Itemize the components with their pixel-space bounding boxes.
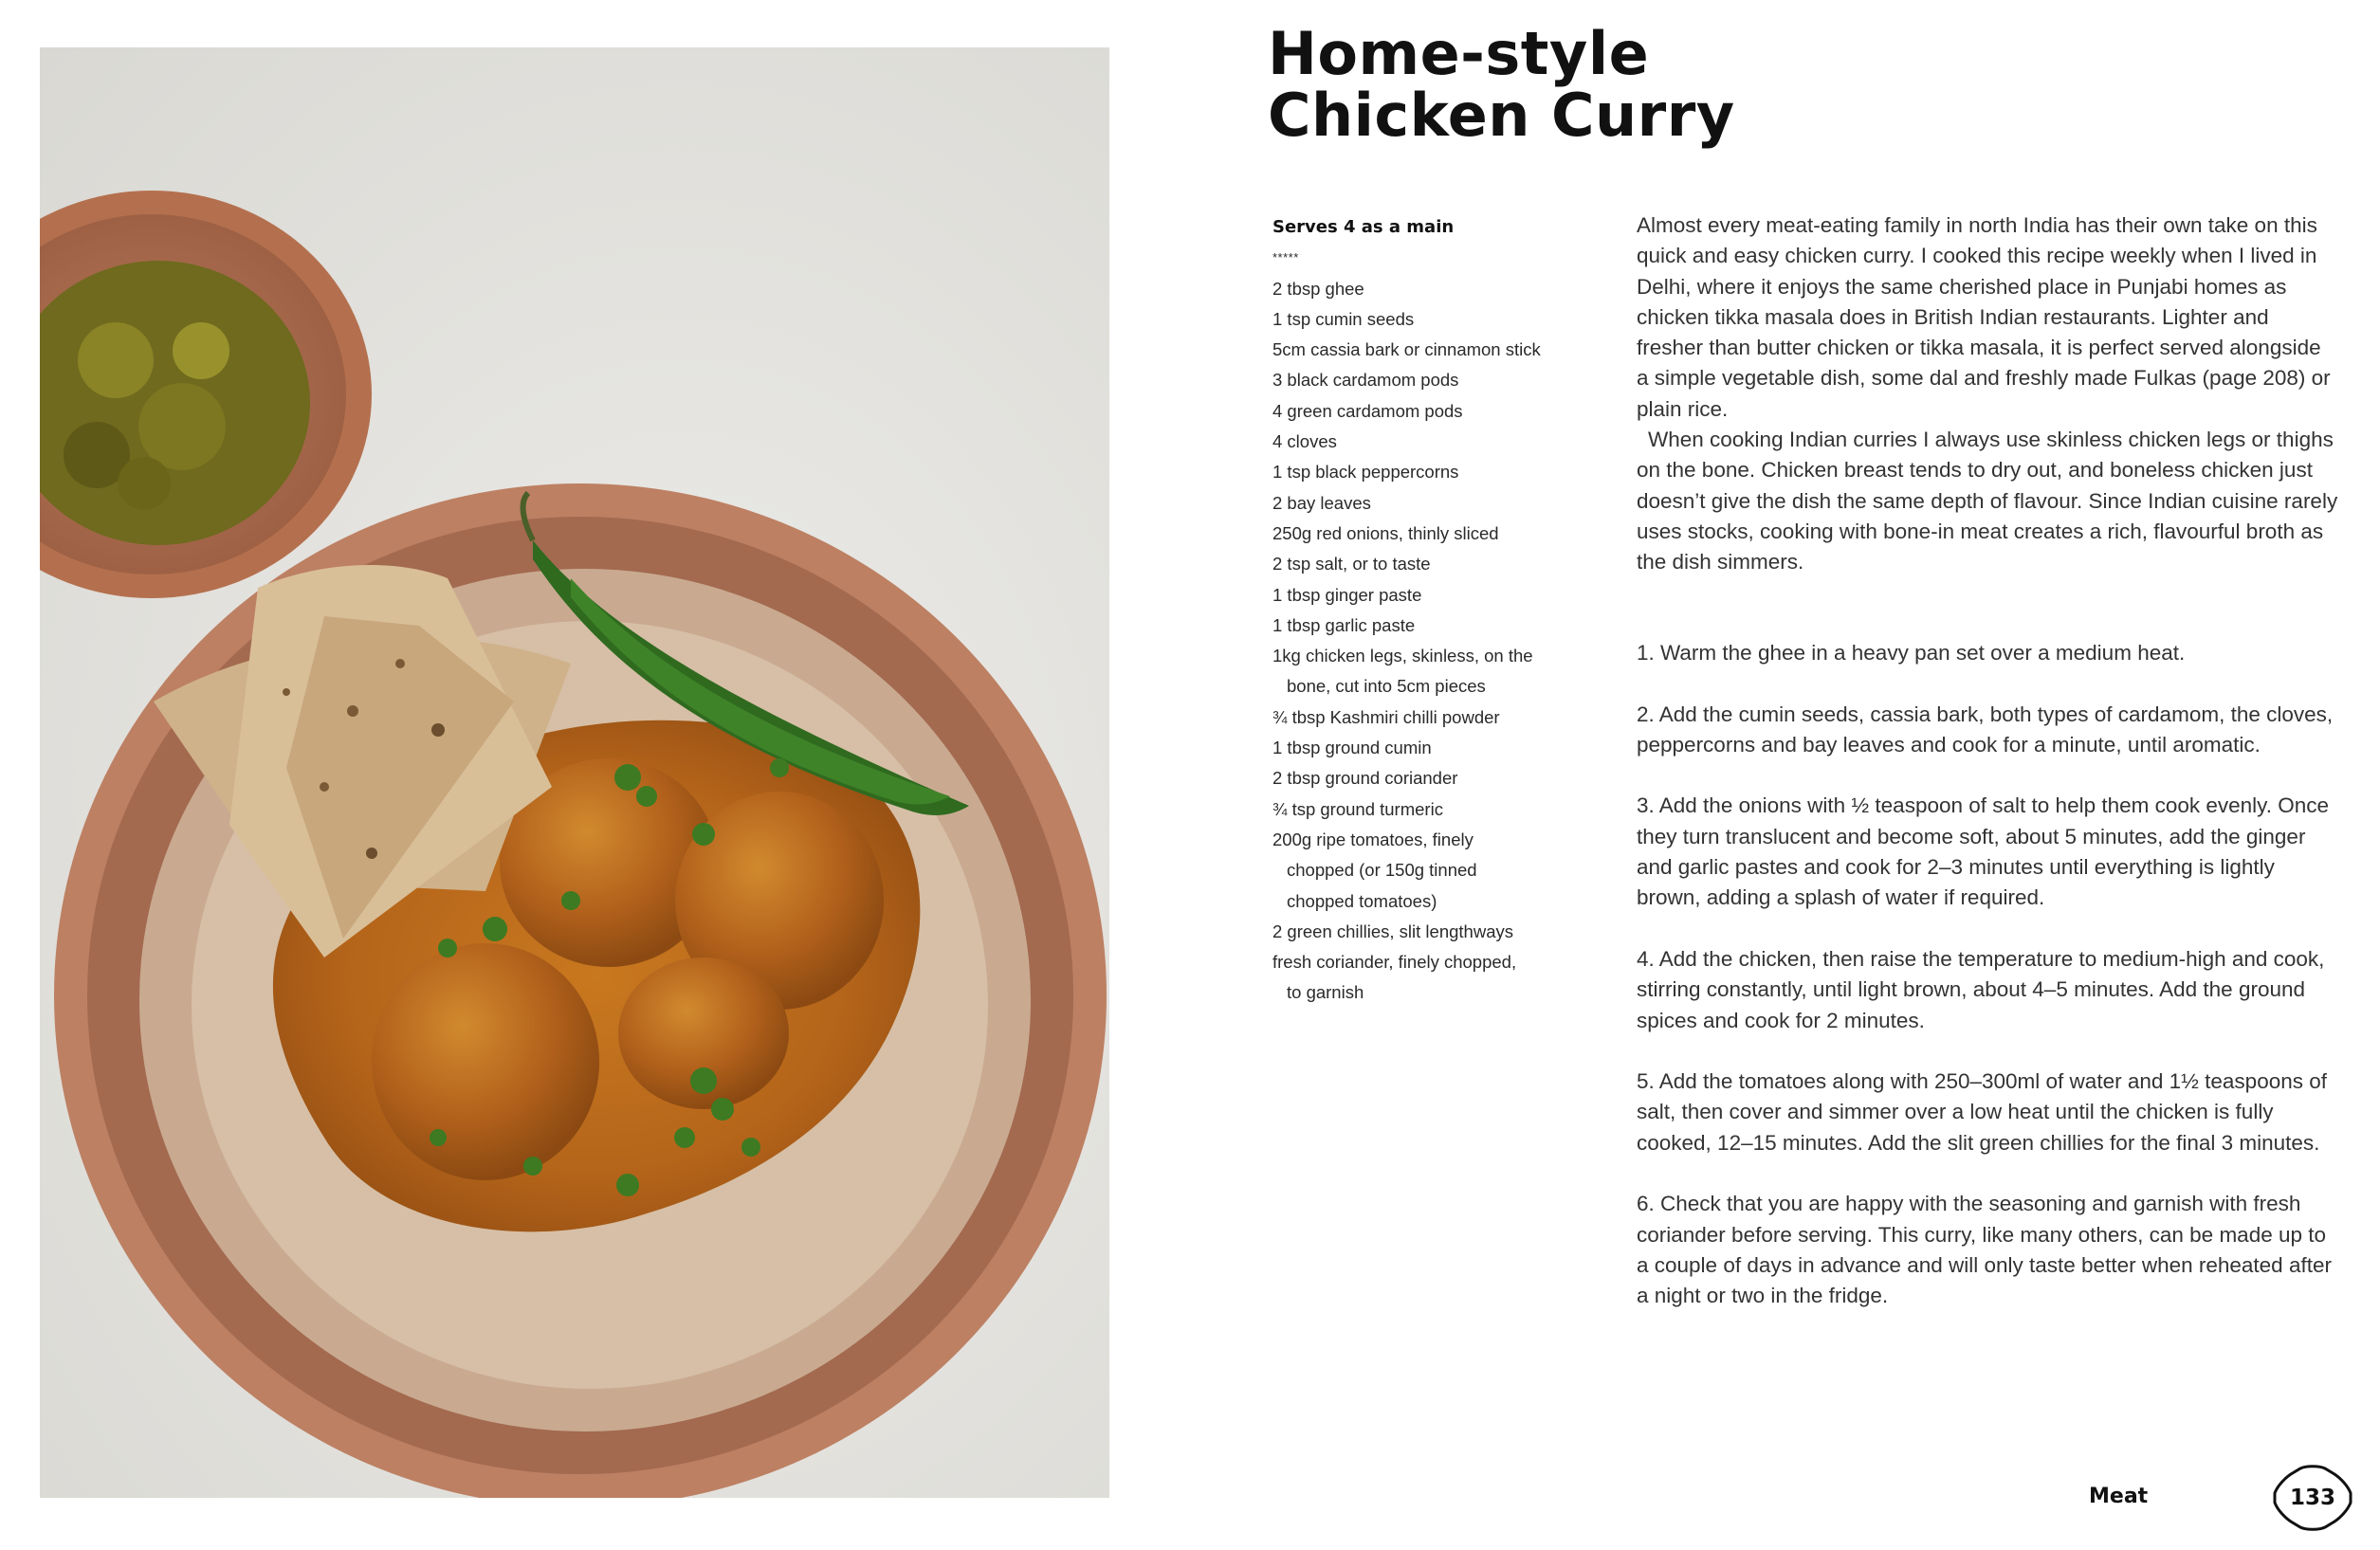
ingredient-item: fresh coriander, finely chopped, [1272,952,1517,973]
ingredient-item: 1 tbsp ground cumin [1272,738,1432,758]
ingredient-item: 2 tbsp ghee [1272,278,1364,299]
curry-illustration [40,47,1109,1498]
section-label: Meat [2089,1485,2149,1508]
ingredient-item: 2 bay leaves [1272,492,1371,513]
serves-label: Serves 4 as a main [1272,217,1455,237]
recipe-title [1268,19,1735,150]
recipe-title-line-2: Chicken Curry [1268,81,1735,150]
method-step: 5. Add the tomatoes along with 250–300ml of water and 1½ teaspoons of salt, then cover and simmer over a low heat until the chicken is fully cooked, 12–15 minutes. Add the slit green chillies for the final 3 minutes. [1637,1069,2327,1155]
method-step: 6. Check that you are happy with the seasoning and garnish with fresh coriander before serving. This curry, like many others, can be made up to a couple of days in advance and will only taste better when reheated after a night or two in the fridge. [1637,1192,2332,1308]
ingredient-item: 5cm cassia bark or cinnamon stick [1272,339,1541,360]
ingredient-item: 2 green chillies, slit lengthways [1272,921,1513,941]
intro-paragraph: Almost every meat-eating family in north India has their own take on this quick and easy chicken curry. I cooked this recipe weekly when I lived in Delhi, where it enjoys the same cherished place in Punjabi homes as chicken tikka masala does in British Indian restaurants. Lighter and fresher than butter chicken or tikka masala, it is perfect served alongside a simple vegetable dish, some dal and freshly made Fulkas (page 208) or plain rice. [1637,213,2331,421]
rating-stars: ***** [1272,250,1299,265]
ingredient-item: ¾ tsp ground turmeric [1272,798,1443,819]
ingredient-item-continued: chopped tomatoes) [1287,890,1437,911]
intro-paragraph: When cooking Indian curries I always use skinless chicken legs or thighs on the bone. Chicken breast tends to dry out, and boneless chicken just doesn’t give the dish the same depth of flavour. Since Indian cuisine rarely uses stocks, cooking with bone-in meat creates a rich, flavourful broth as the dish simmers. [1637,428,2338,574]
pickle-bowl [40,191,372,598]
method-step: 2. Add the cumin seeds, cassia bark, both types of cardamom, the cloves, peppercorns and bay leaves and cook for a minute, until aromatic. [1637,702,2334,757]
curry-photo [40,47,1109,1498]
ingredient-item: ¾ tbsp Kashmiri chilli powder [1272,706,1500,727]
ingredient-item: 1 tsp cumin seeds [1272,308,1415,329]
ingredient-item: 1kg chicken legs, skinless, on the [1272,646,1533,666]
ingredient-item: 2 tbsp ground coriander [1272,768,1458,789]
page-number-badge [2272,1465,2353,1531]
method-step: 4. Add the chicken, then raise the temperature to medium-high and cook, stirring constantly, until light brown, about 4–5 minutes. Add the ground spices and cook for 2 minutes. [1637,946,2325,1032]
ingredient-item: 4 green cardamom pods [1272,400,1463,421]
page-number: 133 [2289,1486,2335,1510]
ingredient-item-continued: to garnish [1287,982,1364,1003]
method-step: 1. Warm the ghee in a heavy pan set over a medium heat. [1637,641,2186,665]
method-steps [1637,638,2338,1342]
ingredient-item: 200g ripe tomatoes, finely [1272,829,1474,849]
method-step: 3. Add the onions with ½ teaspoon of salt to help them cook evenly. Once they turn translucent and become soft, about 5 minutes, add the ginger and garlic pastes and cook for 2–3 minutes until everything is lightly brown, adding a splash of water if required. [1637,793,2330,910]
recipe-title-line-1: Home-style [1268,19,1650,88]
ingredient-item: 250g red onions, thinly sliced [1272,522,1499,543]
ingredient-item: 3 black cardamom pods [1272,370,1459,391]
ingredient-item-continued: bone, cut into 5cm pieces [1287,676,1486,697]
recipe-intro [1637,210,2338,578]
ingredients-list [1272,212,1585,1009]
ingredient-item-continued: chopped (or 150g tinned [1287,860,1477,881]
ingredient-item: 4 cloves [1272,431,1337,452]
ingredient-item: 1 tbsp ginger paste [1272,584,1422,605]
ingredient-item: 1 tbsp garlic paste [1272,614,1416,635]
ingredient-item: 2 tsp salt, or to taste [1272,554,1431,574]
ingredient-item: 1 tsp black peppercorns [1272,462,1459,483]
